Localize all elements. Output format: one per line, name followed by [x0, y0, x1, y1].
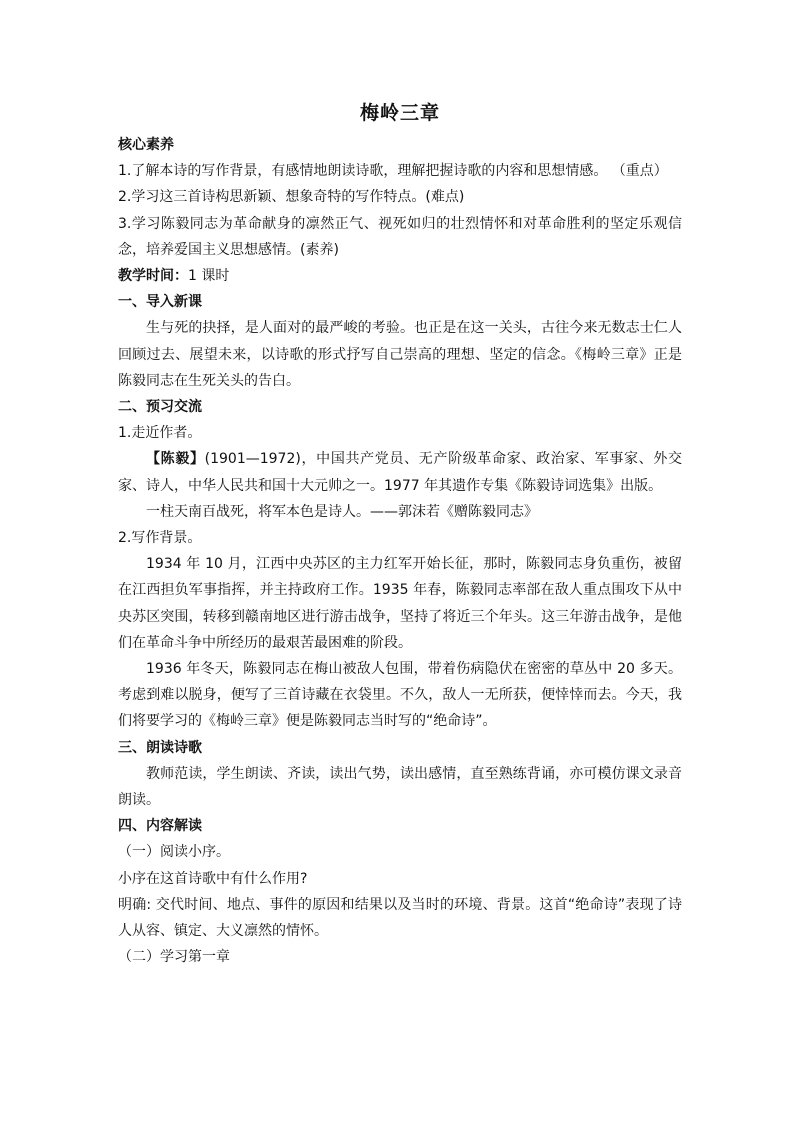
teaching-time — [118, 263, 682, 289]
document-title: 梅岭三章 — [359, 102, 440, 124]
section-4-subheading-preface: （一）阅读小序。 — [118, 844, 230, 861]
section-1-heading: 一、导入新课 — [118, 294, 202, 311]
core-literacy-item-3: 3.学习陈毅同志为革命献身的凛然正气、视死如归的壮烈情怀和对革命胜利的坚定乐观信念，培养爱国主义思想感情。(素养) — [118, 215, 682, 258]
section-2-subheading-author: 1.走近作者。 — [118, 425, 202, 442]
author-bio-paragraph — [118, 446, 682, 498]
section-2-subheading-background: 2.写作背景。 — [118, 530, 202, 547]
section-2-heading: 二、预习交流 — [118, 399, 202, 416]
section-3-heading: 三、朗读诗歌 — [118, 739, 202, 756]
section-4-subheading-chapter-1: （二）学习第一章 — [118, 949, 230, 966]
core-literacy-item-1: 1.了解本诗的写作背景，有感情地朗读诗歌，理解把握诗歌的内容和思想情感。 （重点） — [118, 163, 668, 180]
preface-question: 小序在这首诗歌中有什么作用? — [118, 870, 308, 887]
author-quote: 一柱天南百战死，将军本色是诗人。——郭沫若《赠陈毅同志》 — [146, 503, 538, 520]
background-paragraph-2: 1936 年冬天，陈毅同志在梅山被敌人包围，带着伤病隐伏在密密的草丛中 20 多天。考虑到难以脱身，便写了三首诗藏在衣袋里。不久，敌人一无所获，便悻悻而去。今天，我们将要学习的《梅岭三章》便是陈毅同志当时写的“绝命诗”。 — [118, 661, 682, 730]
preface-answer: 明确: 交代时间、地点、事件的原因和结果以及当时的环境、背景。这首“绝命诗”表现了诗人从容、镇定、大义凛然的情怀。 — [118, 896, 682, 940]
section-4-heading: 四、内容解读 — [118, 818, 202, 835]
author-name: 【陈毅】 — [146, 451, 205, 468]
document-page — [118, 98, 682, 971]
section-1-paragraph: 生与死的抉择，是人面对的最严峻的考验。也正是在这一关头，古往今来无数志士仁人回顾过去、展望未来，以诗歌的形式抒写自己崇高的理想、坚定的信念。《梅岭三章》正是陈毅同志在生死关头的告白。 — [118, 320, 682, 389]
teaching-time-label: 教学时间： — [118, 268, 188, 285]
teaching-time-value: 1 课时 — [188, 268, 230, 285]
core-literacy-heading: 核心素养 — [118, 137, 174, 153]
section-3-paragraph: 教师范读，学生朗读、齐读，读出气势，读出感情，直至熟练背诵，亦可模仿课文录音朗读。 — [118, 765, 682, 809]
background-paragraph-1: 1934 年 10 月，江西中央苏区的主力红军开始长征，那时，陈毅同志身负重伤，被留在江西担负军事指挥，并主持政府工作。1935 年春，陈毅同志率部在敌人重点围攻下从中央苏区突围，转移到赣南地区进行游击战争，坚持了将近三个年头。这三年游击战争，是他们在革命斗争中所经历的最艰苦最困难的阶段。 — [118, 556, 682, 651]
author-bio-text: (1901—1972)，中国共产党员、无产阶级革命家、政治家、军事家、外交家、诗人，中华人民共和国十大元帅之一。1977 年其遗作专集《陈毅诗词选集》出版。 — [118, 451, 683, 494]
core-literacy-item-2: 2.学习这三首诗构思新颖、想象奇特的写作特点。(难点) — [118, 189, 465, 206]
